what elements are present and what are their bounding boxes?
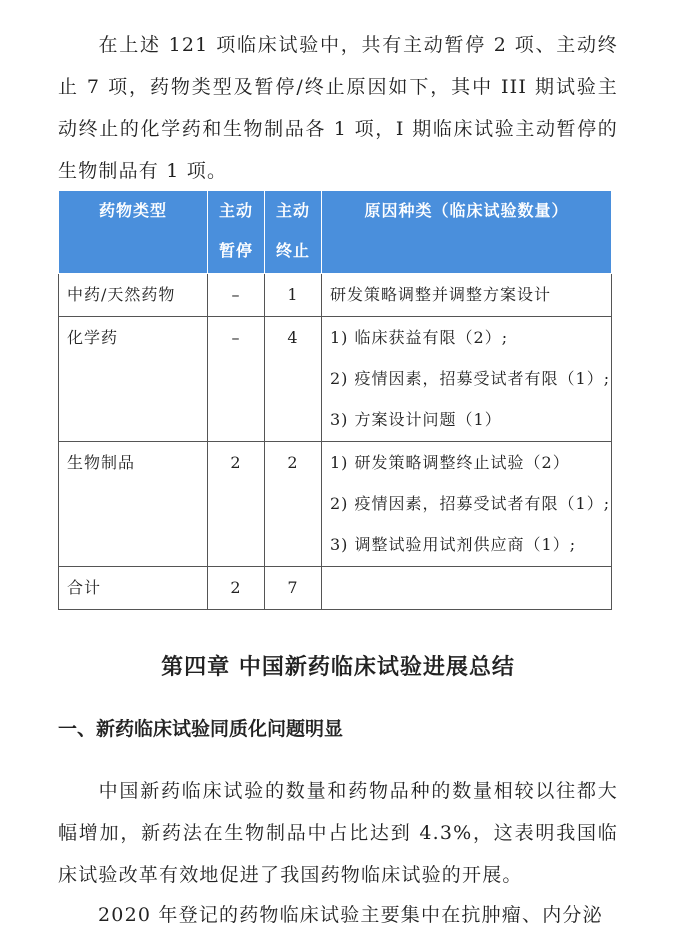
table-row-total — [59, 567, 612, 610]
body-paragraph-text: 中国新药临床试验的数量和药物品种的数量相较以往都大幅增加，新药法在生物制品中占比达到 4.3%，这表明我国临床试验改革有效地促进了我国药物临床试验的开展。 — [58, 780, 618, 886]
table-row — [59, 442, 612, 567]
cell-pause-count: 2 — [208, 442, 265, 567]
chapter-title: 第四章 中国新药临床试验进展总结 — [161, 654, 515, 680]
cell-stop-count: 7 — [265, 567, 322, 610]
cell-pause-count: 2 — [208, 567, 265, 610]
header-reason: 原因种类（临床试验数量） — [322, 191, 612, 274]
cell-drug-type: 生物制品 — [59, 442, 208, 567]
cell-pause-count: – — [208, 317, 265, 442]
cell-pause-count: – — [208, 274, 265, 317]
cell-stop-count: 4 — [265, 317, 322, 442]
header-active-stop: 主动 终止 — [265, 191, 322, 274]
cell-reasons — [322, 442, 612, 567]
cell-drug-type: 中药/天然药物 — [59, 274, 208, 317]
intro-paragraph — [58, 24, 618, 192]
cell-stop-count: 1 — [265, 274, 322, 317]
reason-item: 3) 调整试验用试剂供应商（1）; — [330, 535, 577, 554]
cell-reasons — [322, 567, 612, 610]
cell-drug-type: 合计 — [59, 567, 208, 610]
table-row — [59, 274, 612, 317]
cell-drug-type: 化学药 — [59, 317, 208, 442]
cell-reasons — [322, 317, 612, 442]
reason-item: 2) 疫情因素，招募受试者有限（1）; — [330, 494, 611, 513]
reason-item: 2) 疫情因素，招募受试者有限（1）; — [330, 369, 611, 388]
header-drug-type: 药物类型 — [59, 191, 208, 274]
reason-item: 3) 方案设计问题（1） — [330, 410, 502, 429]
body-paragraph-text: 2020 年登记的药物临床试验主要集中在抗肿瘤、内分泌 — [98, 904, 603, 926]
section-title: 一、新药临床试验同质化问题明显 — [58, 718, 344, 740]
table-row — [59, 317, 612, 442]
header-active-pause: 主动 暂停 — [208, 191, 265, 274]
cell-stop-count: 2 — [265, 442, 322, 567]
reason-item: 1) 研发策略调整终止试验（2） — [330, 453, 570, 472]
body-paragraph — [58, 894, 618, 936]
table-header-row — [59, 191, 612, 274]
intro-paragraph-text: 在上述 121 项临床试验中，共有主动暂停 2 项、主动终止 7 项，药物类型及暂停/终止原因如下，其中 III 期试验主动终止的化学药和生物制品各 1 项，I 期临床试验主动暂停的生物制品有 1 项。 — [58, 34, 618, 182]
body-paragraph — [58, 770, 618, 896]
reason-item: 研发策略调整并调整方案设计 — [330, 285, 552, 304]
reason-item: 1) 临床获益有限（2）; — [330, 328, 509, 347]
drug-type-table — [58, 190, 612, 610]
cell-reasons — [322, 274, 612, 317]
